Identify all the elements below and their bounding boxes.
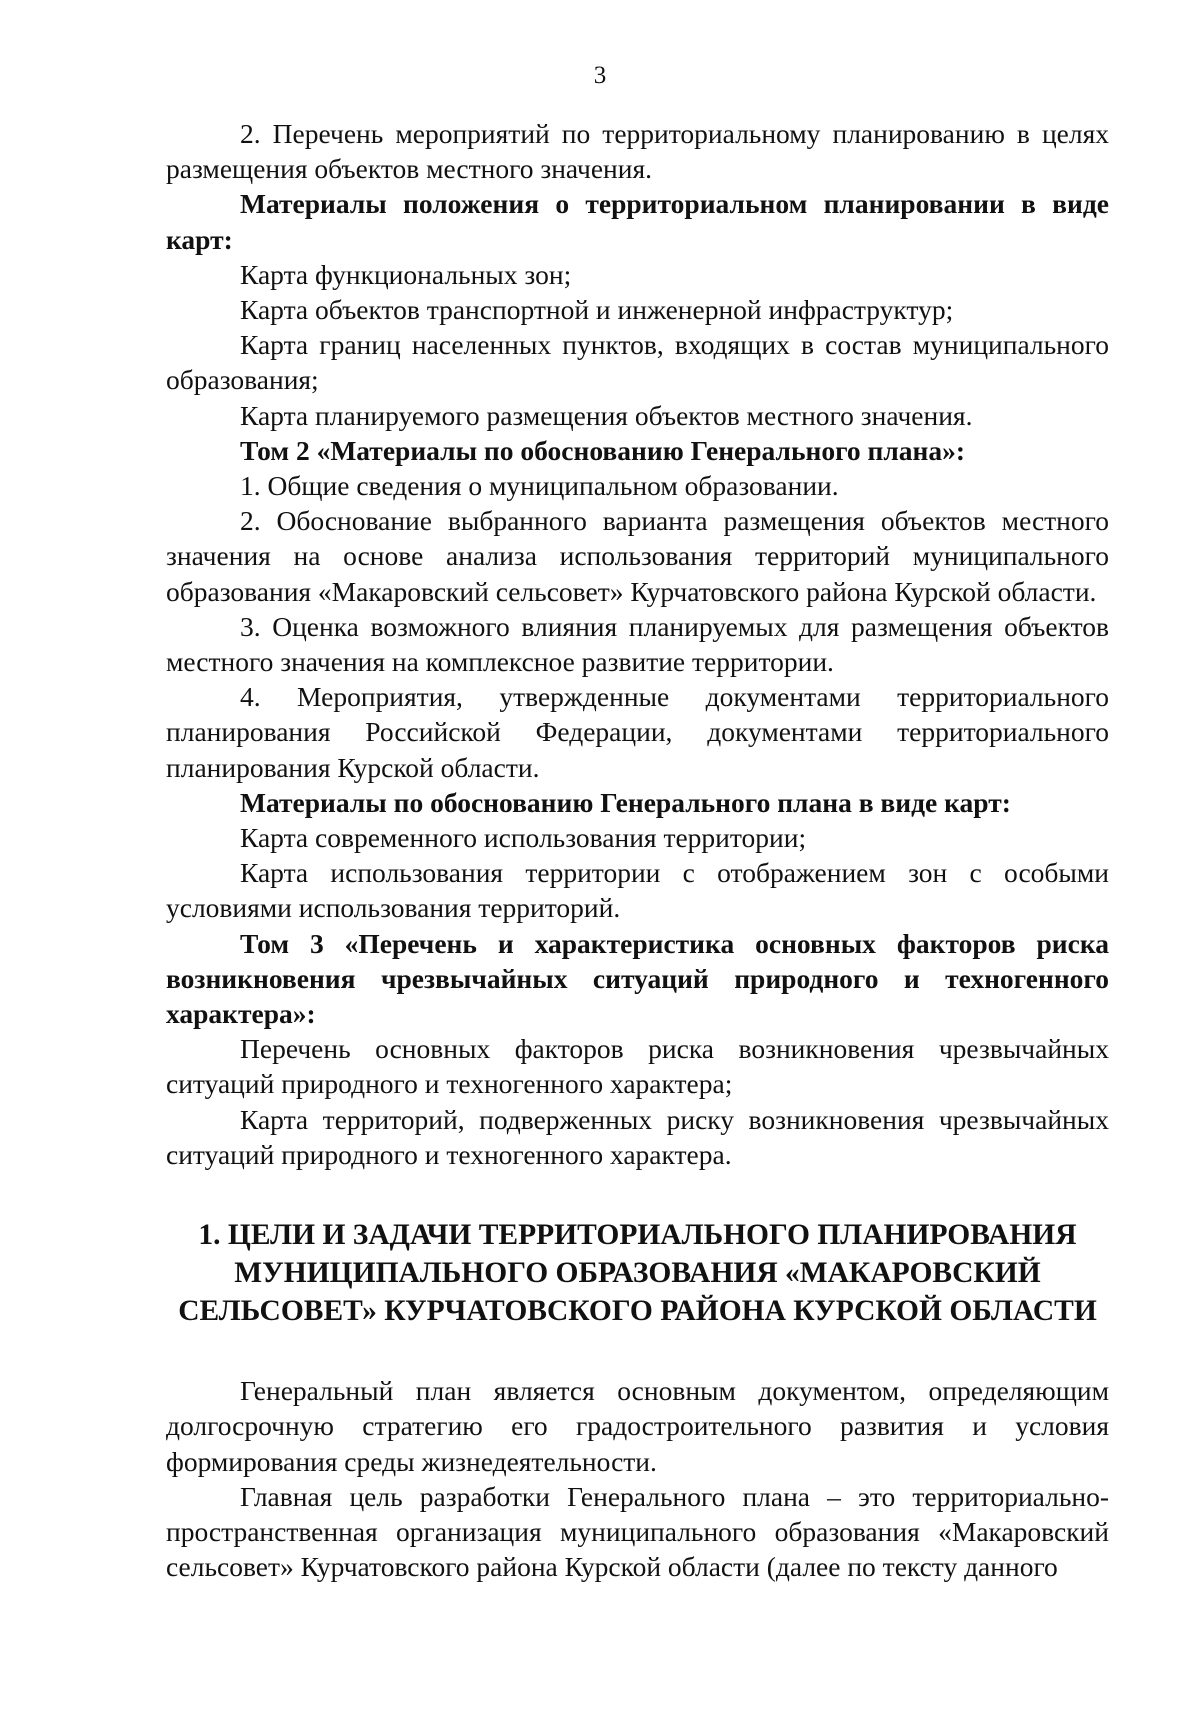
list-item: 4. Мероприятия, утвержденные документами территориального планирования Российской Федерации, документами территориального планирования Курской области.: [166, 681, 1109, 783]
volume-heading: Том 2 «Материалы по обоснованию Генерального плана»:: [240, 434, 966, 466]
list-item: 2. Обоснование выбранного варианта размещения объектов местного значения на основе анализа использования территорий муниципального образования «Макаровский сельсовет» Курчатовского района Курской области.: [166, 505, 1109, 607]
section-heading-line: 1. ЦЕЛИ И ЗАДАЧИ ТЕРРИТОРИАЛЬНОГО ПЛАНИРОВАНИЯ: [198, 1219, 1077, 1252]
section-heading-line: СЕЛЬСОВЕТ» КУРЧАТОВСКОГО РАЙОНА КУРСКОЙ ОБЛАСТИ: [178, 1295, 1097, 1328]
list-item: 1. Общие сведения о муниципальном образовании.: [240, 470, 839, 502]
list-item: 3. Оценка возможного влияния планируемых для размещения объектов местного значения на комплексное развитие территории.: [166, 610, 1109, 678]
bold-paragraph: Материалы по обоснованию Генерального плана в виде карт:: [240, 786, 1011, 818]
section-heading: [166, 1216, 1109, 1330]
bold-paragraph: Материалы положения о территориальном планировании в виде карт:: [166, 188, 1109, 255]
document-body: [166, 116, 1109, 1584]
list-item: Карта объектов транспортной и инженерной инфраструктур;: [240, 294, 954, 326]
list-item: Карта использования территории с отображением зон с особыми условиями использования территорий.: [166, 857, 1109, 924]
list-item: Карта функциональных зон;: [240, 258, 572, 290]
list-item: Карта современного использования территории;: [240, 822, 807, 854]
list-item: Перечень основных факторов риска возникновения чрезвычайных ситуаций природного и техногенного характера;: [166, 1033, 1109, 1100]
section-heading-line: МУНИЦИПАЛЬНОГО ОБРАЗОВАНИЯ «МАКАРОВСКИЙ: [234, 1257, 1041, 1290]
paragraph: Главная цель разработки Генерального плана – это территориально-пространственная организация муниципального образования «Макаровский сельсовет» Курчатовского района Курской области (далее по тексту данного: [166, 1480, 1109, 1583]
volume-heading: Том 3 «Перечень и характеристика основных факторов риска возникновения чрезвычайных ситуаций природного и техногенного характера»:: [166, 927, 1109, 1030]
list-item: Карта границ населенных пунктов, входящих в состав муниципального образования;: [166, 329, 1109, 396]
paragraph: 2. Перечень мероприятий по территориальному планированию в целях размещения объектов местного значения.: [166, 118, 1109, 185]
page-number: 3: [593, 62, 607, 89]
paragraph: Генеральный план является основным документом, определяющим долгосрочную стратегию его градостроительного развития и условия формирования среды жизнедеятельности.: [166, 1375, 1109, 1477]
list-item: Карта планируемого размещения объектов местного значения.: [240, 399, 973, 431]
list-item: Карта территорий, подверженных риску возникновения чрезвычайных ситуаций природного и техногенного характера.: [166, 1103, 1109, 1170]
